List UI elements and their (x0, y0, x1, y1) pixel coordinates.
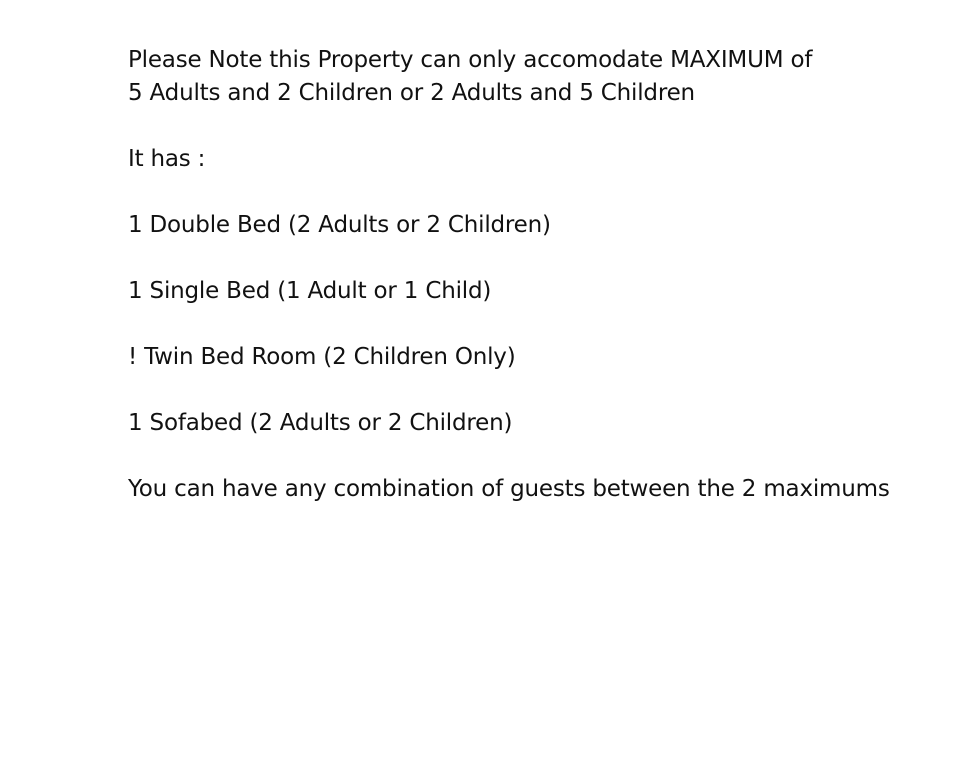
it-has-heading: It has : (128, 146, 206, 172)
property-capacity-notice (128, 44, 928, 506)
bed-item-twin-room: ! Twin Bed Room (2 Children Only) (128, 344, 516, 370)
intro-line-1: Please Note this Property can only accomodate MAXIMUM of (128, 47, 813, 73)
bed-item-double: 1 Double Bed (2 Adults or 2 Children) (128, 212, 551, 238)
guest-combination-note: You can have any combination of guests between the 2 maximums (128, 476, 890, 502)
bed-item-single: 1 Single Bed (1 Adult or 1 Child) (128, 278, 492, 304)
intro-line-2: 5 Adults and 2 Children or 2 Adults and 5 Children (128, 80, 695, 106)
bed-item-sofabed: 1 Sofabed (2 Adults or 2 Children) (128, 410, 513, 436)
